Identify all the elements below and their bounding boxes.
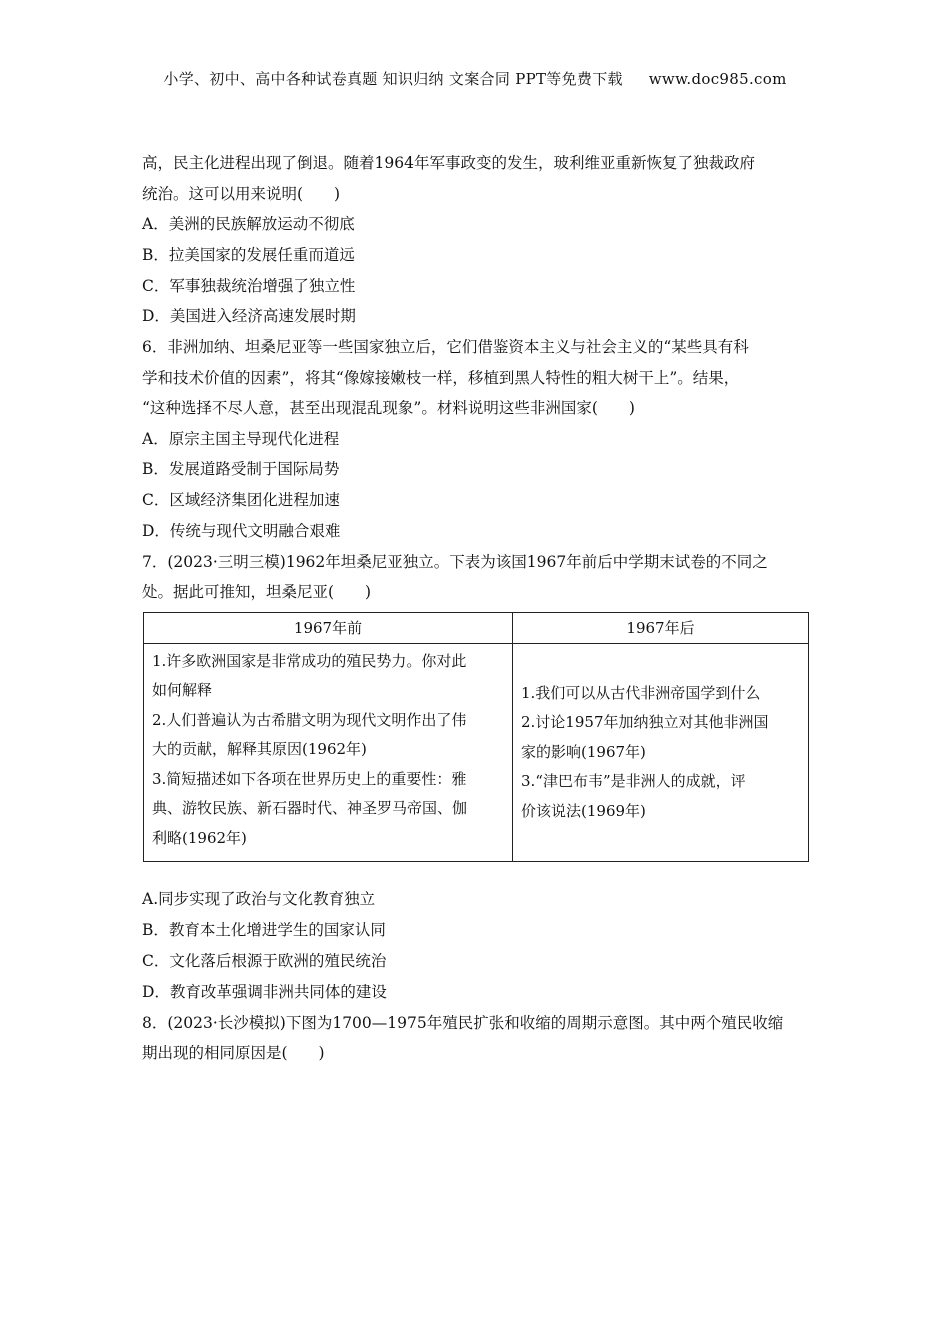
table-line: 3.“津巴布韦”是非洲人的成就，评 [521,772,746,791]
q5-option-d: D．美国进入经济高速发展时期 [142,307,356,326]
header-site: www.doc985.com [648,70,787,88]
q8-stem-line-2: 期出现的相同原因是( ) [142,1044,325,1063]
table-header-row [144,612,809,643]
table-line: 典、游牧民族、新石器时代、神圣罗马帝国、伽 [152,799,468,818]
q6-stem-line-1: 6．非洲加纳、坦桑尼亚等一些国家独立后，它们借鉴资本主义与社会主义的“某些具有科 [142,338,749,357]
q5-stem-line-2: 统治。这可以用来说明( ) [142,184,341,203]
table-cell-after [513,643,809,862]
q5-option-c: C．军事独裁统治增强了独立性 [142,276,356,295]
table-line: 价该说法(1969年) [521,801,646,820]
q6-stem-line-3: “这种选择不尽人意，甚至出现混乱现象”。材料说明这些非洲国家( ) [142,399,635,418]
q6-stem-line-2: 学和技术价值的因素”，将其“像嫁接嫩枝一样，移植到黑人特性的粗大树干上”。结果， [142,368,740,387]
table-line: 大的贡献，解释其原因(1962年) [152,740,367,759]
q5-option-b: B．拉美国家的发展任重而道远 [142,245,355,264]
table-line: 如何解释 [152,681,213,700]
q6-option-b: B．发展道路受制于国际局势 [142,460,340,479]
table-line: 3.简短描述如下各项在世界历史上的重要性：雅 [152,769,467,788]
q5-stem-line-1: 高，民主化进程出现了倒退。随着1964年军事政变的发生，玻利维亚重新恢复了独裁政府 [142,154,755,172]
table-line: 2.讨论1957年加纳独立对其他非洲国 [521,713,769,732]
q8-stem-line-1: 8．(2023·长沙模拟)下图为1700—1975年殖民扩张和收缩的周期示意图。其中两个殖民收缩 [142,1013,784,1032]
q5-option-a: A．美洲的民族解放运动不彻底 [142,215,355,233]
table-line: 利略(1962年) [152,828,247,847]
document-body [142,148,810,1069]
page-header [0,68,950,89]
table-header-after: 1967年后 [513,612,809,643]
q6-option-c: C．区域经济集团化进程加速 [142,491,340,510]
q7-comparison-table [143,612,809,863]
table-row [144,643,809,862]
table-header-before: 1967年前 [144,612,513,643]
q7-stem-line-2: 处。据此可推知，坦桑尼亚( ) [142,583,372,602]
table-line: 1.许多欧洲国家是非常成功的殖民势力。你对此 [152,651,467,670]
table-line: 家的影响(1967年) [521,742,646,761]
header-text: 小学、初中、高中各种试卷真题 知识归纳 文案合同 PPT等免费下载 [163,70,623,88]
table-cell-before [144,643,513,862]
q7-option-b: B．教育本土化增进学生的国家认同 [142,921,386,940]
q7-stem-line-1: 7．(2023·三明三模)1962年坦桑尼亚独立。下表为该国1967年前后中学期末试卷的不同之 [142,552,768,571]
table-line: 2.人们普遍认为古希腊文明为现代文明作出了伟 [152,710,467,729]
q6-option-a: A．原宗主国主导现代化进程 [142,429,340,448]
table-line: 1.我们可以从古代非洲帝国学到什么 [521,683,761,702]
q7-option-a: A.同步实现了政治与文化教育独立 [142,890,376,909]
q6-option-d: D．传统与现代文明融合艰难 [142,522,341,541]
q7-option-d: D．教育改革强调非洲共同体的建设 [142,982,387,1001]
q7-option-c: C．文化落后根源于欧洲的殖民统治 [142,951,387,970]
